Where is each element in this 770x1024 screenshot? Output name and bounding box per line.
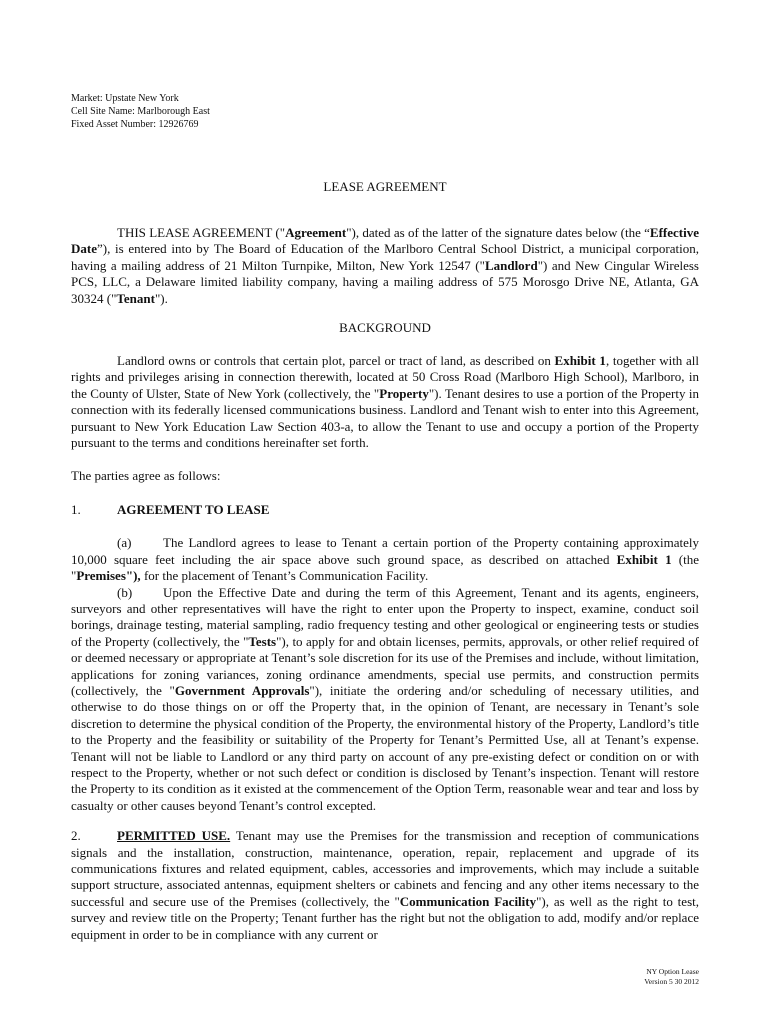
intro-paragraph: THIS LEASE AGREEMENT ("Agreement"), dated as of the latter of the signature dates below (the “Effective Date”), is entered into by The Board of Education of the Marlboro Central School District, a municipal corporation, having a mailing address of 21 Milton Turnpike, Milton, New York 12547 ("Landlord") and New Cingular Wireless PCS, LLC, a Delaware limited liability company, having a mailing address of 575 Morosgo Drive NE, Atlanta, GA 30324 ("Tenant"). (71, 225, 700, 306)
section-1a-paragraph: (a) The Landlord agrees to lease to Tenant a certain portion of the Property containing approximately 10,000 square feet including the air space above such ground space, as described on attached Exhibit 1 (the "Premises"), for the placement of Tenant’s Communication Facility. (71, 535, 700, 584)
parties-agree-line: The parties agree as follows: (71, 468, 221, 484)
cell-site-line: Cell Site Name: Marlborough East (71, 106, 210, 117)
page-title: LEASE AGREEMENT (323, 179, 447, 194)
section-1b-paragraph: (b) Upon the Effective Date and during the term of this Agreement, Tenant and its agents, engineers, surveyors and other representatives will have the right to enter upon the Property to inspect, examine, conduct soil borings, drainage testing, material sampling, radio frequency testing and other geological or engineering tests or studies of the Property (collectively, the "Tests"), to apply for and obtain licenses, permits, approvals, or other relief required of or deemed necessary or appropriate at Tenant’s sole discretion for its use of the Premises and include, without limitation, applications for zoning variances, zoning ordinance amendments, special use permits, and construction permits (collectively, the "Government Approvals"), initiate the ordering and/or scheduling of necessary utilities, and otherwise to do those things on or off the Property that, in the opinion of Tenant, are necessary in Tenant’s sole discretion to determine the physical condition of the Property, the environmental history of the Property, Landlord’s title to the Property and the feasibility or suitability of the Property for Tenant’s Permitted Use, all at Tenant’s expense. Tenant will not be liable to Landlord or any third party on account of any pre-existing defect or condition on or with respect to the Property, whether or not such defect or condition is disclosed by Tenant’s inspection. Tenant will restore the Property to its condition as it existed at the commencement of the Option Term, reasonable wear and tear and loss by casualty or other causes beyond Tenant’s control excepted. (71, 584, 700, 813)
section-1-heading: 1. AGREEMENT TO LEASE (71, 501, 270, 517)
background-heading: BACKGROUND (339, 320, 431, 336)
document-page (71, 92, 699, 943)
background-paragraph: Landlord owns or controls that certain plot, parcel or tract of land, as described on Exhibit 1, together with all rights and privileges arising in connection therewith, located at 50 Cross Road (Marlboro High School), Marlboro, in the County of Ulster, State of New York (collectively, the "Property"). Tenant desires to use a portion of the Property in connection with its federally licensed communications business. Landlord and Tenant wish to enter into this Agreement, pursuant to New York Education Law Section 403-a, to allow the Tenant to use and occupy a portion of the Property pursuant to the terms and conditions hereinafter set forth. (71, 353, 700, 451)
permitted-use-heading: PERMITTED USE. (117, 828, 231, 844)
market-line: Market: Upstate New York (71, 93, 179, 104)
footer-line-2: Version 5 30 2012 (644, 976, 699, 986)
fixed-asset-line: Fixed Asset Number: 12926769 (71, 119, 199, 130)
footer-line-1: NY Option Lease (646, 967, 699, 976)
document-header (71, 92, 699, 131)
page-footer (644, 967, 699, 986)
section-2-paragraph: 2. PERMITTED USE. Tenant may use the Premises for the transmission and reception of communications signals and the installation, construction, maintenance, operation, repair, replacement and upgrade of its communications fixtures and related equipment, cables, accessories and improvements, which may include a suitable support structure, associated antennas, equipment shelters or cabinets and fencing and any other items necessary to the successful and secure use of the Premises (collectively, the "Communication Facility"), as well as the right to test, survey and review title on the Property; Tenant further has the right but not the obligation to add, modify and/or replace equipment in order to be in compliance with any current or (71, 828, 699, 942)
